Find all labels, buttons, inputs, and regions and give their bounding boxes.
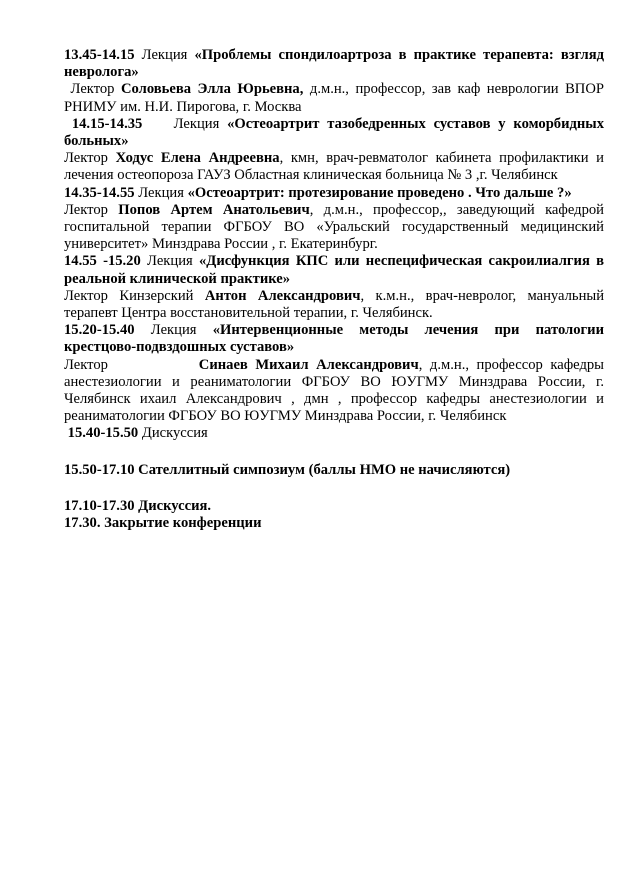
discussion-line [64, 425, 604, 442]
lecturer-name: Соловьева Элла Юрьевна, [120, 81, 304, 98]
lecture-time: 13.45-14.15 [64, 47, 135, 63]
symposium-text: 15.50-17.10 Сателлитный симпозиум (баллы НМО не начисляются) [64, 461, 511, 478]
lecturer-line [64, 150, 604, 184]
lecturer-label: Лектор Кинзерский [64, 287, 194, 304]
lecture-kind: Лекция [173, 115, 220, 132]
lecturer-details: , д.м.н., профессор кафедры анестезиологии и реаниматологии ФГБОУ ВО ЮУГМУ Минздрава России, г. Челябинск ихаил Александрович , дмн , профессор кафедры анестезиологии и реаниматологии ФГБОУ ВО ЮУГМУ Минздрава России, г. Челябинск [64, 356, 604, 425]
lecture-time: 14.35-14.55 [64, 184, 135, 201]
lecture-time: 14.15-14.35 [71, 115, 143, 132]
lecturer-line [64, 288, 604, 322]
lecture-heading [64, 322, 604, 356]
lecturer-details: д.м.н., профессор, зав каф неврологии ВПОР РНИМУ им. Н.И. Пирогова, г. Москва [64, 81, 605, 115]
lecture-item [64, 253, 604, 322]
lecture-title: «Дисфункция КПС или неспецифическая сакроилиалгия в реальной клинической практике» [64, 253, 604, 287]
lecturer-name: Ходус Елена Андреевна [115, 150, 280, 167]
discussion-label: Дискуссия [141, 425, 208, 442]
lecturer-details: , кмн, врач-ревматолог кабинета профилактики и лечения остеопороза ГАУЗ Областная клиническая больница № 3 ,г. Челябинск [64, 150, 604, 184]
lecture-kind: Лекция [141, 47, 188, 63]
discussion-time: 15.40-15.50 [67, 425, 139, 442]
lecture-title: «Интервенционные методы лечения при патологии крестцово-подвздошных суставов» [64, 322, 604, 356]
lecturer-label: Лектор [70, 81, 115, 98]
spacer [64, 443, 604, 462]
closing-text: 17.30. Закрытие конференции [64, 515, 262, 532]
lecture-kind: Лекция [138, 184, 184, 201]
discussion-final-text: 17.10-17.30 Дискуссия. [64, 497, 212, 514]
lecture-title: «Остеоартрит: протезирование проведено . Что дальше ?» [187, 184, 572, 201]
lecture-heading [64, 47, 604, 81]
lecture-kind: Лекция [150, 322, 197, 339]
lecturer-name: Синаев Михаил Александрович [198, 356, 419, 373]
lecture-title: «Проблемы спондилоартроза в практике терапевта: взгляд невролога» [64, 47, 604, 81]
lecture-item [64, 116, 604, 185]
lecturer-label: Лектор [64, 150, 108, 167]
closing-line [64, 515, 604, 532]
lecturer-name: Антон Александрович [204, 287, 361, 304]
lecture-kind: Лекция [147, 253, 193, 270]
discussion-final-line [64, 498, 604, 515]
lecture-time: 14.55 -15.20 [64, 253, 141, 270]
lecture-title: «Остеоартрит тазобедренных суставов у коморбидных больных» [64, 115, 604, 150]
symposium-line [64, 462, 604, 479]
lecture-item [64, 322, 604, 425]
lecture-time: 15.20-15.40 [64, 322, 135, 339]
lecturer-details: , д.м.н., профессор,, заведующий кафедрой госпитальной терапии ФГБОУ ВО «Уральский государственный медицинский университет» Минздрава России , г. Екатеринбург. [64, 201, 604, 253]
lecture-item [64, 185, 604, 254]
lecture-heading [64, 253, 604, 287]
lecturer-line [64, 81, 604, 115]
lecturer-line [64, 357, 604, 426]
lecturer-details: , к.м.н., врач-невролог, мануальный терапевт Центра восстановительной терапии, г. Челябинск. [64, 287, 605, 322]
lecture-heading [64, 116, 604, 150]
lecturer-label: Лектор [64, 201, 108, 218]
lecturer-label: Лектор [64, 356, 108, 373]
lecturer-name: Попов Артем Анатольевич [118, 201, 310, 218]
lecturer-line [64, 202, 604, 254]
lecture-heading [64, 185, 604, 202]
spacer [64, 479, 604, 498]
lecture-item [64, 47, 604, 116]
